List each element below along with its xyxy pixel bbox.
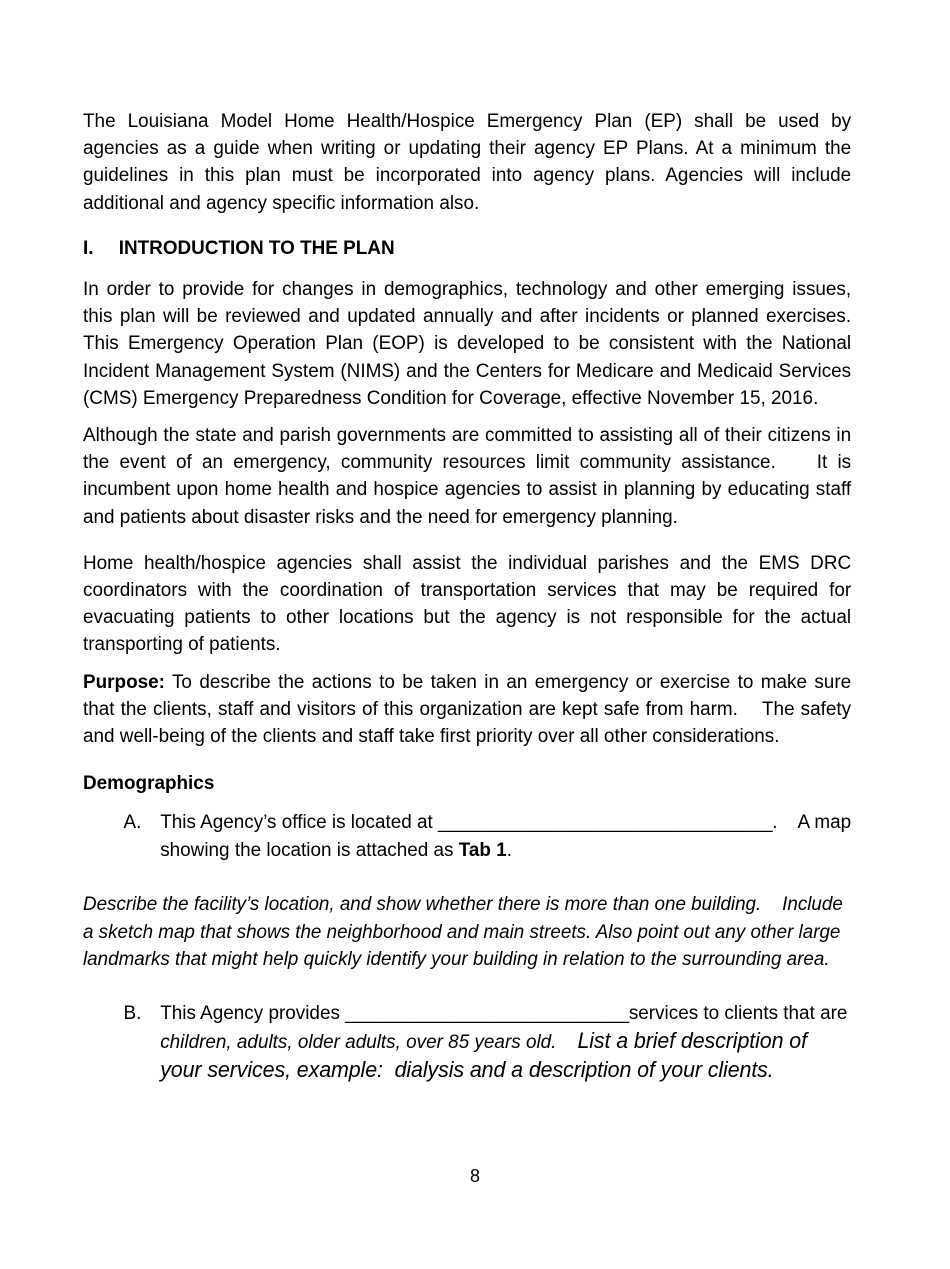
list-item-a-marker: A. <box>123 811 142 834</box>
list-item-b-instruction: List a brief description of your services, example: dialysis and a description of your clients. <box>160 1027 813 1083</box>
paragraph-government-commitment: Although the state and parish governments are committed to assisting all of their citizens in the event of an emergency, community resources limit community assistance. It is incumbent upon home health and hospice agencies to assist in planning by educating staff and patients about disaster risks and the need for emergency planning. <box>83 424 857 528</box>
paragraph-plan-review: In order to provide for changes in demographics, technology and other emerging issues, this plan will be reviewed and updated annually and after incidents or planned exercises. This Emergency Operation Plan (EOP) is developed to be consistent with the National Incident Management System (NIMS) and the Centers for Medicare and Medicaid Services (CMS) Emergency Preparedness Condition for Coverage, effective November 15, 2016. <box>83 278 857 409</box>
list-item-b <box>83 1000 851 1086</box>
list-item-b-client-ages: children, adults, older adults, over 85 years old. <box>160 1030 578 1053</box>
list-item-a <box>83 809 857 864</box>
paragraph-purpose <box>83 669 857 751</box>
list-item-b-text-after-blank: services to clients that are <box>628 1001 853 1024</box>
section-heading-numeral: I. <box>83 236 94 259</box>
purpose-label: Purpose: <box>83 670 165 693</box>
demographics-heading: Demographics <box>83 772 215 795</box>
section-heading-introduction <box>83 235 851 262</box>
document-body <box>83 108 879 1090</box>
instruction-paragraph-location: Describe the facility’s location, and show whether there is more than one building. Include a sketch map that shows the neighborhood and main streets. Also point out any other large landmarks that might help quickly identify your building in relation to the surrounding area. <box>83 893 849 971</box>
list-item-a-text-after-blank: . A map showing the location is attached as <box>160 811 857 861</box>
list-item-b-blank-field[interactable]: ____________________________ <box>345 1001 629 1024</box>
list-item-a-text-before-blank: This Agency’s office is located at <box>160 811 439 834</box>
list-item-a-text-end: . <box>506 838 512 861</box>
list-item-b-marker: B. <box>123 1001 142 1024</box>
intro-paragraph: The Louisiana Model Home Health/Hospice Emergency Plan (EP) shall be used by agencies as a guide when writing or updating their agency EP Plans. At a minimum the guidelines in this plan must be incorporated into agency plans. Agencies will include additional and agency specific information also. <box>83 110 857 214</box>
list-item-a-blank-field[interactable]: _________________________________ <box>438 811 773 834</box>
purpose-text: To describe the actions to be taken in an emergency or exercise to make sure that the clients, staff and visitors of this organization are kept safe from harm. The safety and well-being of the clients and staff take first priority over all other considerations. <box>83 670 857 748</box>
list-item-b-text-before-blank: This Agency provides <box>160 1001 346 1024</box>
list-item-a-tab-reference: Tab 1 <box>458 838 507 861</box>
page-number: 8 <box>469 1166 480 1186</box>
section-heading-title: INTRODUCTION TO THE PLAN <box>118 236 395 259</box>
paragraph-transportation-coordination: Home health/hospice agencies shall assist the individual parishes and the EMS DRC coordinators with the coordination of transportation services that may be required for evacuating patients to other locations but the agency is not responsible for the actual transporting of patients. <box>83 551 857 656</box>
